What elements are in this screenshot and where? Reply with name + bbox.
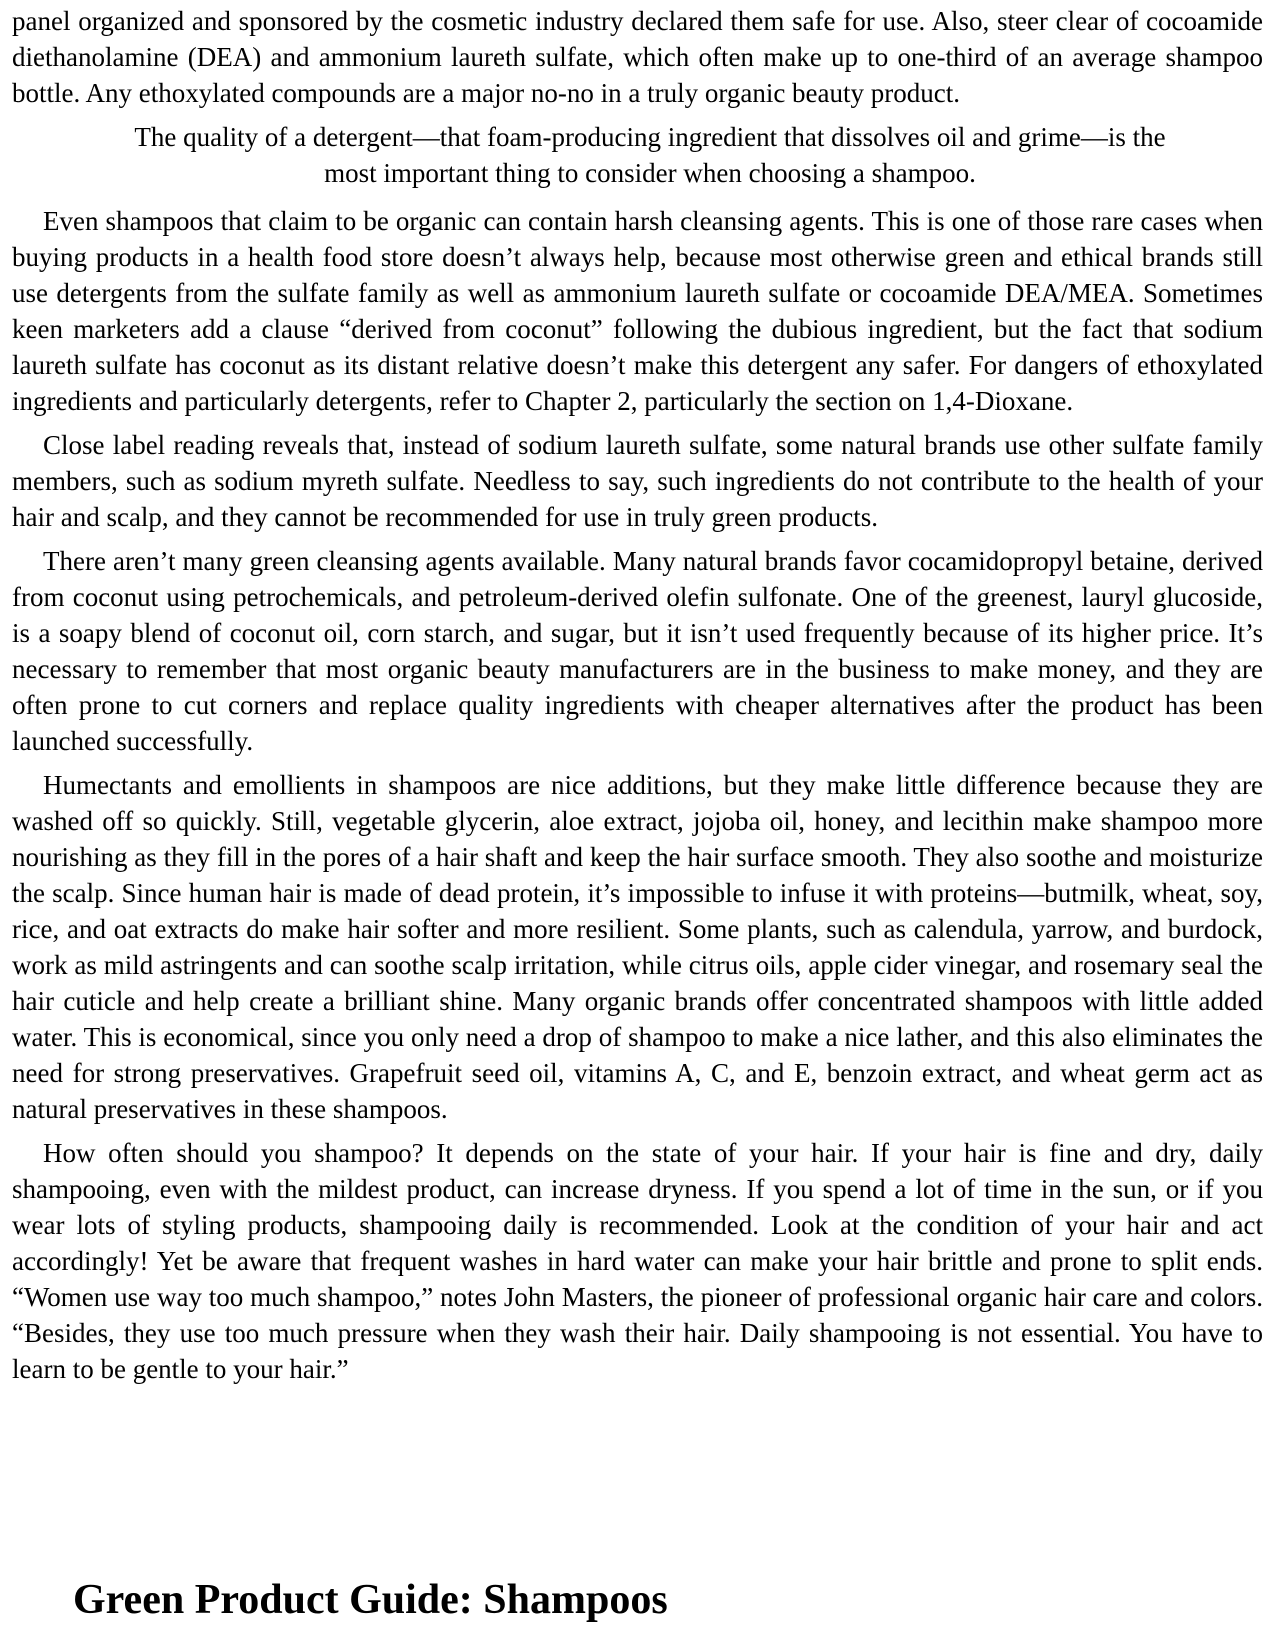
paragraph-green-cleansing-agents: There aren’t many green cleansing agents available. Many natural brands favor cocamidopropyl betaine, derived from coconut using petrochemicals, and petroleum-derived olefin sulfonate. One of the greenest, lauryl glucoside, is a soapy blend of coconut oil, corn starch, and sugar, but it isn’t used frequently because of its higher price. It’s necessary to remember that most organic beauty manufacturers are in the business to make money, and they are often prone to cut corners and replace quality ingredients with cheaper alternatives after the product has been launched successfully.	[12, 546, 1263, 756]
paragraph-harsh-cleansing-agents: Even shampoos that claim to be organic can contain harsh cleansing agents. This is one of those rare cases when buying products in a health food store doesn’t always help, because most otherwise green and ethical brands still use detergents from the sulfate family as well as ammonium laureth sulfate or cocoamide DEA/MEA. Sometimes keen marketers add a clause “derived from coconut” following the dubious ingredient, but the fact that sodium laureth sulfate has coconut as its distant relative doesn’t make this detergent any safer. For dangers of ethoxylated ingredients and particularly detergents, refer to Chapter 2, particularly the section on 1,4-Dioxane.	[12, 206, 1263, 416]
paragraph-label-reading: Close label reading reveals that, instead of sodium laureth sulfate, some natural brands use other sulfate family members, such as sodium myreth sulfate. Needless to say, such ingredients do not contribute to the health of your hair and scalp, and they cannot be recommended for use in truly green products.	[12, 430, 1263, 532]
paragraph-shampoo-frequency: How often should you shampoo? It depends on the state of your hair. If your hair is fine and dry, daily shampooing, even with the mildest product, can increase dryness. If you spend a lot of time in the sun, or if you wear lots of styling products, shampooing daily is recommended. Look at the condition of your hair and act accordingly! Yet be aware that frequent washes in hard water can make your hair brittle and prone to split ends. “Women use way too much shampoo,” notes John Masters, the pioneer of professional organic hair care and colors. “Besides, they use too much pressure when they wash their hair. Daily shampooing is not essential. You have to learn to be gentle to your hair.”	[12, 1138, 1263, 1384]
section-heading: Green Product Guide: Shampoos	[73, 1577, 668, 1623]
paragraph-humectants-emollients: Humectants and emollients in shampoos are nice additions, but they make little difference because they are washed off so quickly. Still, vegetable glycerin, aloe extract, jojoba oil, honey, and lecithin make shampoo more nourishing as they fill in the pores of a hair shaft and keep the hair surface smooth. They also soothe and moisturize the scalp. Since human hair is made of dead protein, it’s impossible to infuse it with proteins—butmilk, wheat, soy, rice, and oat extracts do make hair softer and more resilient. Some plants, such as calendula, yarrow, and burdock, work as mild astringents and can soothe scalp irritation, while citrus oils, apple cider vinegar, and rosemary seal the hair cuticle and help create a brilliant shine. Many organic brands offer concentrated shampoos with little added water. This is economical, since you only need a drop of shampoo to make a nice lather, and this also eliminates the need for strong preservatives. Grapefruit seed oil, vitamins A, C, and E, benzoin extract, and wheat germ act as natural preservatives in these shampoos.	[12, 770, 1263, 1124]
pull-quote: The quality of a detergent—that foam-producing ingredient that dissolves oil and grime—is the most important thing to consider when choosing a shampoo.	[134, 122, 1166, 188]
paragraph-continued: panel organized and sponsored by the cosmetic industry declared them safe for use. Also, steer clear of cocoamide diethanolamine (DEA) and ammonium laureth sulfate, which often make up to one-third of an average shampoo bottle. Any ethoxylated compounds are a major no-no in a truly organic beauty product.	[12, 6, 1263, 108]
